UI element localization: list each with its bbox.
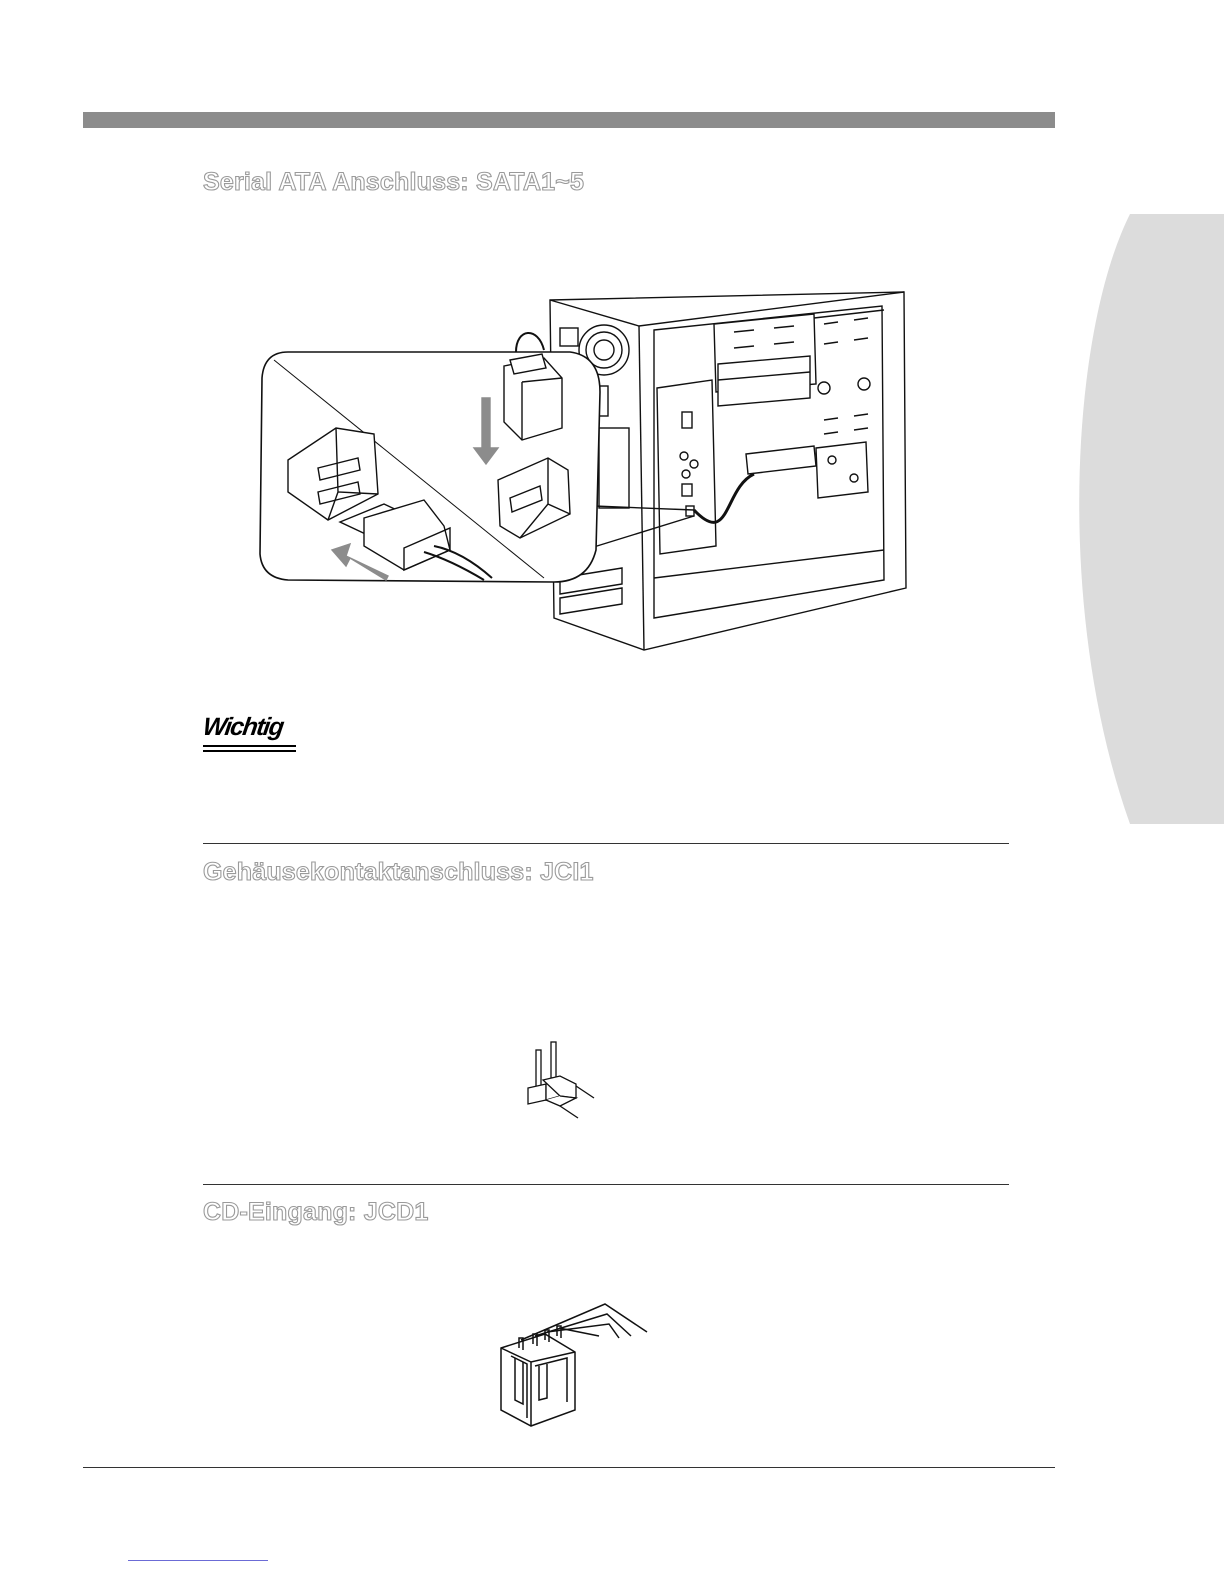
footer-rule: [83, 1467, 1055, 1468]
important-label: Wichtig: [201, 713, 285, 741]
pc-case-sata-install-icon: [254, 288, 914, 653]
jci-heading: Gehäusekontaktanschluss: JCI1: [203, 858, 594, 886]
important-underline: [203, 745, 296, 747]
footer-link-line: [128, 1560, 268, 1561]
four-pin-header-icon: [495, 1300, 655, 1435]
chapter-tab: [1060, 214, 1224, 824]
two-pin-header-icon: [518, 1040, 598, 1120]
jcd-heading: CD-Eingang: JCD1: [203, 1198, 429, 1226]
section-divider: [203, 843, 1009, 844]
important-underline: [203, 750, 296, 752]
section-divider: [203, 1184, 1009, 1185]
header-bar: [83, 112, 1055, 128]
important-note: [203, 713, 299, 755]
sata-heading: Serial ATA Anschluss: SATA1~5: [203, 168, 585, 196]
